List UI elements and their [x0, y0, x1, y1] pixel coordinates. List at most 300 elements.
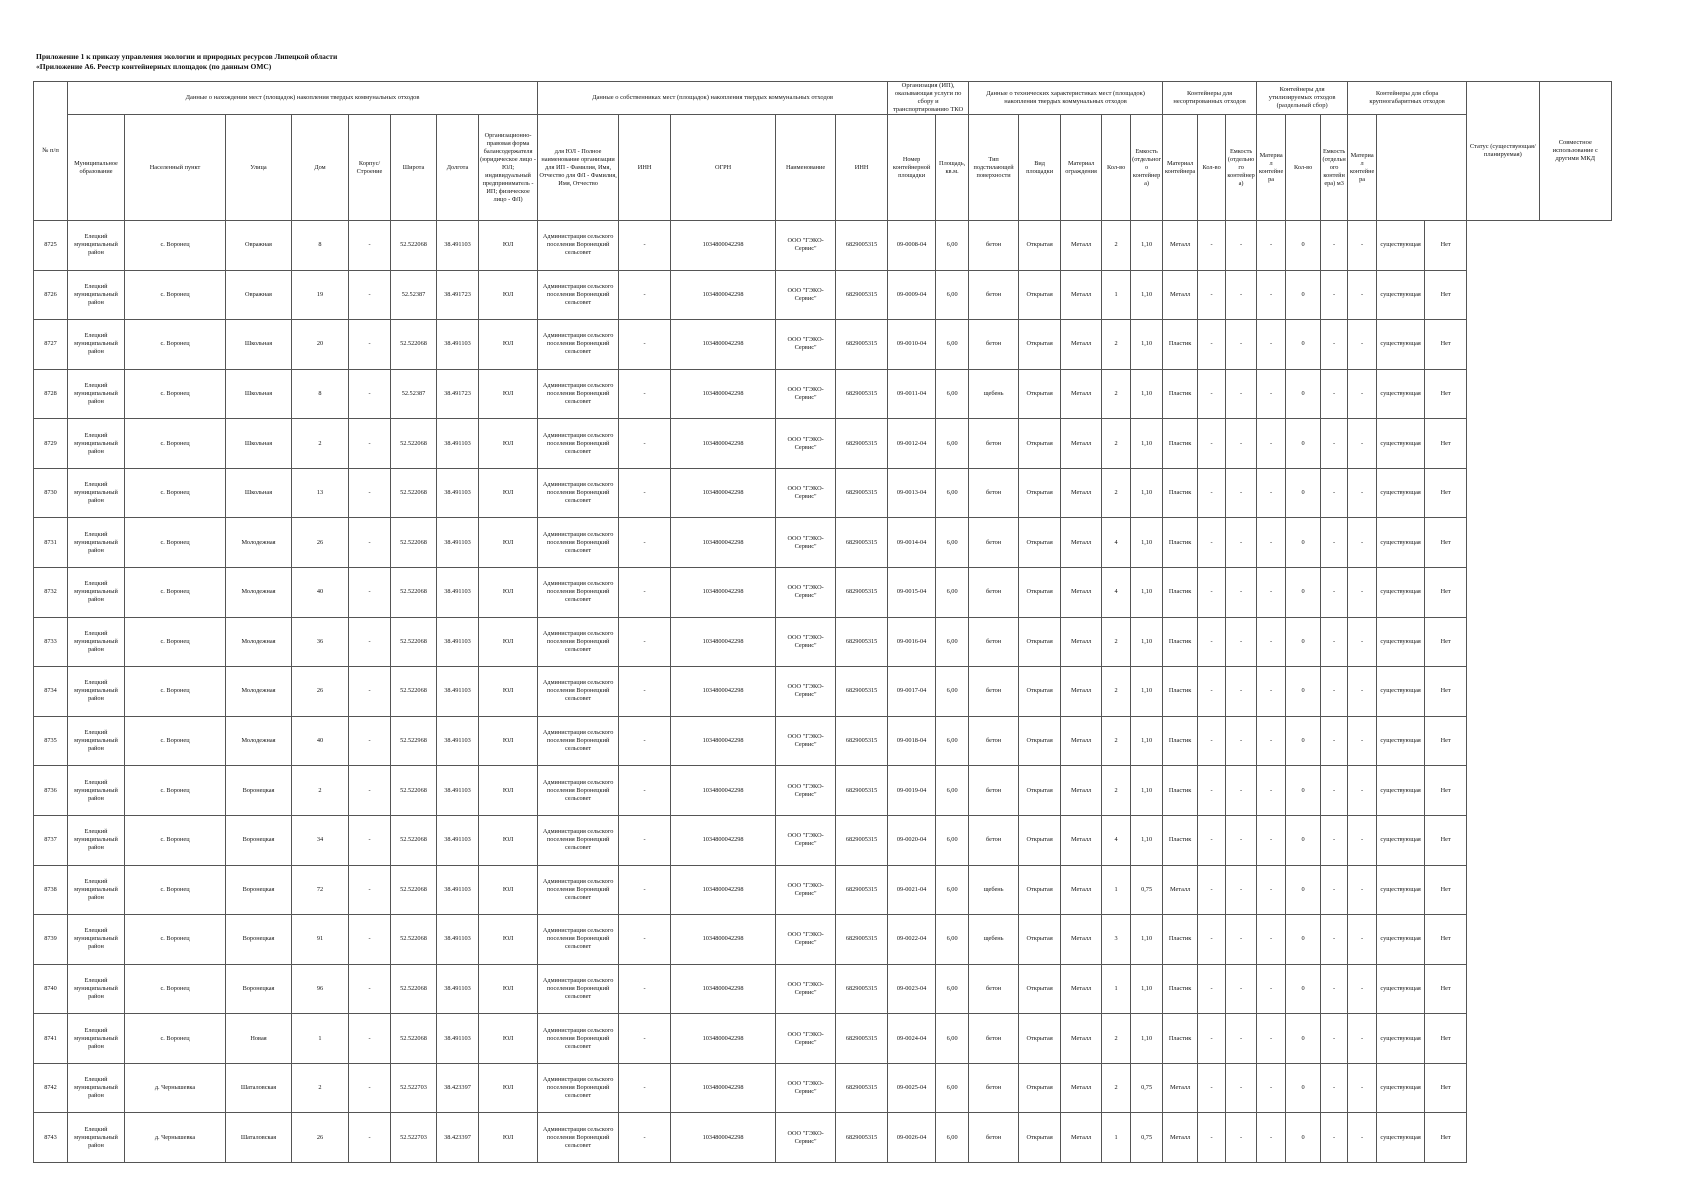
table-cell: Администрация сельского поселения Воронецкий сельсовет	[538, 568, 619, 618]
table-cell: 1,10	[1131, 716, 1163, 766]
table-cell: ЮЛ	[479, 320, 538, 370]
table-cell: 2	[1102, 1014, 1131, 1064]
column-header: Материал ограждения	[1061, 115, 1102, 221]
table-cell: -	[1348, 865, 1377, 915]
table-cell: 09-0020-04	[888, 815, 936, 865]
table-cell: Елецкий муниципальный район	[68, 369, 125, 419]
table-cell: 52.522703	[391, 1113, 437, 1163]
table-cell: 1	[1102, 964, 1131, 1014]
table-cell: с. Воронец	[125, 568, 226, 618]
table-cell: 1034800042298	[671, 667, 776, 717]
table-cell: 2	[1102, 1063, 1131, 1113]
table-cell: 8738	[34, 865, 68, 915]
table-cell: Шаталовская	[226, 1063, 292, 1113]
table-cell: ЮЛ	[479, 518, 538, 568]
table-row	[34, 915, 1612, 965]
table-cell: Администрация сельского поселения Воронецкий сельсовет	[538, 1063, 619, 1113]
table-cell: 38.491103	[437, 221, 479, 271]
table-cell: существующая	[1377, 815, 1425, 865]
table-cell: 6829005315	[836, 270, 888, 320]
table-cell: существующая	[1377, 419, 1425, 469]
table-cell: Овражная	[226, 221, 292, 271]
table-cell: ЮЛ	[479, 617, 538, 667]
column-header: Кол-во	[1286, 115, 1321, 221]
table-cell: 6,00	[936, 1014, 969, 1064]
table-cell: -	[1348, 617, 1377, 667]
group-header: Данные о собственниках мест (площадок) накопления твердых коммунальных отходов	[538, 82, 888, 115]
table-cell: -	[1226, 320, 1257, 370]
table-cell: Открытая	[1019, 1063, 1061, 1113]
table-row	[34, 468, 1612, 518]
table-cell: Открытая	[1019, 964, 1061, 1014]
table-cell: -	[1198, 518, 1226, 568]
table-cell: ЮЛ	[479, 915, 538, 965]
table-row	[34, 1113, 1612, 1163]
table-cell: Нет	[1425, 1063, 1467, 1113]
table-cell: -	[349, 716, 391, 766]
table-cell: Металл	[1061, 1113, 1102, 1163]
table-cell: -	[619, 270, 671, 320]
table-cell: 8	[292, 369, 349, 419]
table-header	[34, 82, 1612, 221]
table-cell: Новая	[226, 1014, 292, 1064]
table-cell: -	[1348, 766, 1377, 816]
table-cell: Открытая	[1019, 221, 1061, 271]
table-cell: -	[1321, 221, 1348, 271]
table-cell: 8743	[34, 1113, 68, 1163]
table-cell: -	[619, 964, 671, 1014]
table-cell: 6,00	[936, 468, 969, 518]
table-cell: 52.522703	[391, 1063, 437, 1113]
table-cell: существующая	[1377, 518, 1425, 568]
group-header: Совместное использование с другими МКД	[1539, 82, 1611, 221]
table-cell: 1,10	[1131, 915, 1163, 965]
table-cell: -	[1321, 369, 1348, 419]
table-cell: Нет	[1425, 716, 1467, 766]
table-cell: -	[1257, 221, 1286, 271]
table-cell: Металл	[1061, 815, 1102, 865]
table-cell: 1034800042298	[671, 716, 776, 766]
document-title	[36, 52, 337, 72]
table-cell: 0	[1286, 766, 1321, 816]
table-cell: 4	[1102, 815, 1131, 865]
table-cell: 52.522068	[391, 468, 437, 518]
table-cell: Металл	[1061, 915, 1102, 965]
table-cell: Воронецкая	[226, 815, 292, 865]
table-cell: 19	[292, 270, 349, 320]
table-row	[34, 270, 1612, 320]
table-cell: Елецкий муниципальный район	[68, 766, 125, 816]
table-cell: 0	[1286, 518, 1321, 568]
table-cell: 6829005315	[836, 766, 888, 816]
table-cell: 38.491103	[437, 419, 479, 469]
table-cell: 2	[1102, 617, 1131, 667]
table-cell: 40	[292, 716, 349, 766]
table-cell: 1,10	[1131, 1014, 1163, 1064]
table-cell: с. Воронец	[125, 270, 226, 320]
table-cell: 72	[292, 865, 349, 915]
table-cell: -	[1198, 1113, 1226, 1163]
table-cell: существующая	[1377, 716, 1425, 766]
table-cell: 0	[1286, 568, 1321, 618]
table-cell: Открытая	[1019, 468, 1061, 518]
table-cell: Молодежная	[226, 667, 292, 717]
table-cell: -	[1257, 468, 1286, 518]
table-cell: -	[1198, 221, 1226, 271]
table-cell: -	[1348, 369, 1377, 419]
table-cell: 0	[1286, 1014, 1321, 1064]
table-cell: Школьная	[226, 320, 292, 370]
table-cell: 3	[1102, 915, 1131, 965]
table-cell: -	[349, 270, 391, 320]
table-cell: Администрация сельского поселения Воронецкий сельсовет	[538, 1113, 619, 1163]
group-header: Контейнеры для утилизируемых отходов (раздельный сбор)	[1257, 82, 1348, 115]
group-header: Контейнеры для несортированных отходов	[1163, 82, 1257, 115]
table-cell: Металл	[1061, 320, 1102, 370]
table-cell: 0	[1286, 815, 1321, 865]
table-cell: Нет	[1425, 1014, 1467, 1064]
table-cell: 4	[1102, 518, 1131, 568]
table-cell: 0,75	[1131, 865, 1163, 915]
table-cell: -	[1257, 568, 1286, 618]
column-header: Материал контейнера	[1163, 115, 1198, 221]
table-cell: ЮЛ	[479, 815, 538, 865]
table-cell: с. Воронец	[125, 1014, 226, 1064]
column-header: Улица	[226, 115, 292, 221]
table-cell: 1034800042298	[671, 468, 776, 518]
table-cell: с. Воронец	[125, 320, 226, 370]
table-cell: 6829005315	[836, 667, 888, 717]
group-header: Данные о технических характеристиках мест (площадок) накопления твердых коммунальных отходов	[969, 82, 1163, 115]
table-cell: 1,10	[1131, 964, 1163, 1014]
table-cell: 1034800042298	[671, 518, 776, 568]
table-cell: 38.423397	[437, 1113, 479, 1163]
table-cell: 6,00	[936, 1063, 969, 1113]
table-cell: 38.491103	[437, 320, 479, 370]
table-cell: 1,10	[1131, 617, 1163, 667]
table-cell: 6,00	[936, 815, 969, 865]
table-cell: -	[619, 568, 671, 618]
table-cell: 26	[292, 667, 349, 717]
table-cell: Металл	[1061, 1063, 1102, 1113]
table-cell: существующая	[1377, 1014, 1425, 1064]
table-cell: 6829005315	[836, 369, 888, 419]
table-cell: существующая	[1377, 221, 1425, 271]
table-cell: 1	[1102, 865, 1131, 915]
table-cell: -	[1226, 419, 1257, 469]
table-row	[34, 518, 1612, 568]
table-cell: Елецкий муниципальный район	[68, 815, 125, 865]
table-cell: 1,10	[1131, 815, 1163, 865]
table-cell: Нет	[1425, 915, 1467, 965]
table-cell: 8734	[34, 667, 68, 717]
table-row	[34, 766, 1612, 816]
table-cell: 8726	[34, 270, 68, 320]
column-header: Номер контейнерной площадки	[888, 115, 936, 221]
table-cell: -	[1348, 568, 1377, 618]
table-cell: 52.52387	[391, 369, 437, 419]
table-cell: -	[1198, 716, 1226, 766]
table-cell: 09-0025-04	[888, 1063, 936, 1113]
table-cell: -	[349, 568, 391, 618]
table-cell: Администрация сельского поселения Воронецкий сельсовет	[538, 419, 619, 469]
table-cell: -	[619, 221, 671, 271]
column-header: Кол-во	[1102, 115, 1131, 221]
table-cell: ООО "ГЭКО-Сервис"	[776, 518, 836, 568]
table-cell: бетон	[969, 1063, 1019, 1113]
table-cell: Администрация сельского поселения Воронецкий сельсовет	[538, 766, 619, 816]
table-cell: -	[1257, 320, 1286, 370]
table-cell: Открытая	[1019, 766, 1061, 816]
table-cell: 6,00	[936, 865, 969, 915]
table-cell: -	[1321, 964, 1348, 1014]
table-cell: Администрация сельского поселения Воронецкий сельсовет	[538, 964, 619, 1014]
table-cell: ООО "ГЭКО-Сервис"	[776, 270, 836, 320]
table-cell: Пластик	[1163, 964, 1198, 1014]
table-cell: Воронецкая	[226, 915, 292, 965]
table-cell: 1,10	[1131, 369, 1163, 419]
table-cell: Елецкий муниципальный район	[68, 221, 125, 271]
table-cell: 38.491103	[437, 617, 479, 667]
table-cell: Воронецкая	[226, 766, 292, 816]
column-header: Наименование	[776, 115, 836, 221]
table-cell: -	[1198, 468, 1226, 518]
table-cell: 1034800042298	[671, 270, 776, 320]
table-cell: -	[1321, 518, 1348, 568]
table-cell: ООО "ГЭКО-Сервис"	[776, 815, 836, 865]
table-cell: 09-0022-04	[888, 915, 936, 965]
table-cell: -	[619, 320, 671, 370]
column-header: ОГРН	[671, 115, 776, 221]
table-cell: 6,00	[936, 617, 969, 667]
table-cell: 52.522968	[391, 716, 437, 766]
table-cell: -	[1226, 667, 1257, 717]
table-cell: -	[1257, 915, 1286, 965]
table-cell: 1,10	[1131, 766, 1163, 816]
table-cell: Нет	[1425, 766, 1467, 816]
table-cell: 1034800042298	[671, 1113, 776, 1163]
table-cell: Пластик	[1163, 915, 1198, 965]
table-cell: бетон	[969, 815, 1019, 865]
table-cell: 6829005315	[836, 221, 888, 271]
table-cell: Открытая	[1019, 815, 1061, 865]
table-cell: 09-0026-04	[888, 1113, 936, 1163]
table-cell: 09-0019-04	[888, 766, 936, 816]
table-cell: 1,10	[1131, 320, 1163, 370]
table-cell: -	[1198, 419, 1226, 469]
table-cell: -	[619, 617, 671, 667]
column-header: Организационно-правовая форма балансодержателя (юридическое лицо - ЮЛ; индивидуальный предприниматель - ИП; физическое лицо - ФЛ)	[479, 115, 538, 221]
table-cell: 8731	[34, 518, 68, 568]
table-cell: 6,00	[936, 320, 969, 370]
table-cell: 1034800042298	[671, 568, 776, 618]
table-cell: 0	[1286, 221, 1321, 271]
table-cell: Металл	[1061, 964, 1102, 1014]
table-cell: существующая	[1377, 1063, 1425, 1113]
table-cell: с. Воронец	[125, 617, 226, 667]
table-cell: -	[619, 1014, 671, 1064]
table-cell: с. Воронец	[125, 716, 226, 766]
table-cell: 1034800042298	[671, 915, 776, 965]
table-cell: 09-0008-04	[888, 221, 936, 271]
table-cell: Пластик	[1163, 369, 1198, 419]
table-cell: 96	[292, 964, 349, 1014]
table-cell: 0	[1286, 1113, 1321, 1163]
table-cell: 8728	[34, 369, 68, 419]
table-cell: ЮЛ	[479, 1113, 538, 1163]
table-cell: д. Чернышевка	[125, 1063, 226, 1113]
table-cell: -	[1226, 815, 1257, 865]
table-cell: -	[1198, 617, 1226, 667]
table-cell: 38.491103	[437, 518, 479, 568]
table-cell: существующая	[1377, 1113, 1425, 1163]
table-cell: Администрация сельского поселения Воронецкий сельсовет	[538, 815, 619, 865]
table-cell: 1,10	[1131, 468, 1163, 518]
table-row	[34, 419, 1612, 469]
table-cell: -	[1257, 369, 1286, 419]
table-cell: -	[1198, 369, 1226, 419]
table-cell: бетон	[969, 518, 1019, 568]
table-cell: Нет	[1425, 667, 1467, 717]
table-cell: -	[1321, 270, 1348, 320]
table-cell: 09-0013-04	[888, 468, 936, 518]
table-cell: Открытая	[1019, 568, 1061, 618]
table-cell: Пластик	[1163, 815, 1198, 865]
table-cell: ЮЛ	[479, 221, 538, 271]
table-cell: ЮЛ	[479, 667, 538, 717]
table-cell: 6,00	[936, 419, 969, 469]
table-cell: 09-0015-04	[888, 568, 936, 618]
table-cell: 6829005315	[836, 568, 888, 618]
table-cell: -	[1198, 964, 1226, 1014]
table-cell: -	[1321, 1014, 1348, 1064]
column-header: ИНН	[619, 115, 671, 221]
table-cell: -	[1257, 1063, 1286, 1113]
table-cell: 38.491723	[437, 270, 479, 320]
table-cell: ООО "ГЭКО-Сервис"	[776, 1063, 836, 1113]
table-cell: с. Воронец	[125, 766, 226, 816]
table-cell: бетон	[969, 964, 1019, 1014]
table-cell: 8732	[34, 568, 68, 618]
table-cell: Открытая	[1019, 419, 1061, 469]
table-cell: Елецкий муниципальный район	[68, 1113, 125, 1163]
table-cell: 38.491103	[437, 667, 479, 717]
table-cell: -	[1348, 1113, 1377, 1163]
table-cell: 36	[292, 617, 349, 667]
table-cell: -	[349, 915, 391, 965]
table-cell: 38.491103	[437, 716, 479, 766]
table-cell: 52.522068	[391, 320, 437, 370]
table-cell: -	[349, 1113, 391, 1163]
column-header: Корпус/Строение	[349, 115, 391, 221]
table-cell: 09-0017-04	[888, 667, 936, 717]
table-cell: бетон	[969, 667, 1019, 717]
table-cell: Нет	[1425, 270, 1467, 320]
table-cell: -	[349, 964, 391, 1014]
table-cell: 6,00	[936, 766, 969, 816]
table-row	[34, 617, 1612, 667]
column-header: Материал контейнера	[1348, 115, 1377, 221]
table-cell: -	[619, 865, 671, 915]
table-cell: Нет	[1425, 369, 1467, 419]
table-cell: 8737	[34, 815, 68, 865]
table-cell: 09-0016-04	[888, 617, 936, 667]
table-cell: ЮЛ	[479, 865, 538, 915]
table-body	[34, 221, 1612, 1163]
table-cell: 0	[1286, 617, 1321, 667]
table-cell: 52.522068	[391, 766, 437, 816]
table-cell: Пластик	[1163, 518, 1198, 568]
table-cell: -	[1321, 865, 1348, 915]
table-cell: 6829005315	[836, 815, 888, 865]
table-cell: 52.522068	[391, 865, 437, 915]
table-cell: 1034800042298	[671, 1063, 776, 1113]
table-row	[34, 716, 1612, 766]
table-cell: -	[349, 419, 391, 469]
table-cell: 6829005315	[836, 1014, 888, 1064]
table-cell: -	[1226, 964, 1257, 1014]
table-cell: Администрация сельского поселения Воронецкий сельсовет	[538, 865, 619, 915]
table-cell: ООО "ГЭКО-Сервис"	[776, 369, 836, 419]
table-cell: бетон	[969, 419, 1019, 469]
table-cell: Открытая	[1019, 1113, 1061, 1163]
table-cell: ЮЛ	[479, 964, 538, 1014]
table-cell: Администрация сельского поселения Воронецкий сельсовет	[538, 915, 619, 965]
table-cell: 38.491103	[437, 964, 479, 1014]
title-line-1: Приложение 1 к приказу управления экологии и природных ресурсов Липецкой области	[36, 52, 338, 61]
table-cell: Елецкий муниципальный район	[68, 568, 125, 618]
table-cell: Елецкий муниципальный район	[68, 617, 125, 667]
table-cell: 6,00	[936, 518, 969, 568]
table-cell: 1,10	[1131, 221, 1163, 271]
table-cell: Открытая	[1019, 617, 1061, 667]
table-cell: -	[1198, 270, 1226, 320]
table-cell: 8739	[34, 915, 68, 965]
table-cell: 52.52387	[391, 270, 437, 320]
table-cell: -	[1257, 1113, 1286, 1163]
table-cell: 52.522068	[391, 518, 437, 568]
table-cell: 8725	[34, 221, 68, 271]
table-cell: -	[1198, 815, 1226, 865]
table-cell: Открытая	[1019, 320, 1061, 370]
table-cell: ООО "ГЭКО-Сервис"	[776, 964, 836, 1014]
table-cell: -	[619, 815, 671, 865]
table-cell: -	[1226, 915, 1257, 965]
table-cell: Елецкий муниципальный район	[68, 716, 125, 766]
table-cell: 38.491103	[437, 1014, 479, 1064]
table-cell: -	[1226, 865, 1257, 915]
table-cell: Металл	[1061, 568, 1102, 618]
table-cell: 2	[1102, 766, 1131, 816]
table-cell: -	[1198, 1014, 1226, 1064]
table-cell: 1,10	[1131, 518, 1163, 568]
table-cell: 1034800042298	[671, 419, 776, 469]
table-cell: Металл	[1061, 518, 1102, 568]
table-cell: 09-0009-04	[888, 270, 936, 320]
table-cell: 1034800042298	[671, 964, 776, 1014]
table-cell: ООО "ГЭКО-Сервис"	[776, 667, 836, 717]
table-row	[34, 964, 1612, 1014]
table-cell: -	[1257, 617, 1286, 667]
table-cell: Металл	[1163, 221, 1198, 271]
table-row	[34, 1063, 1612, 1113]
table-cell: 6829005315	[836, 915, 888, 965]
table-cell: Нет	[1425, 865, 1467, 915]
column-header: Площадь, кв.м.	[936, 115, 969, 221]
table-cell: Школьная	[226, 419, 292, 469]
table-cell: Молодежная	[226, 716, 292, 766]
table-cell: д. Чернышевка	[125, 1113, 226, 1163]
